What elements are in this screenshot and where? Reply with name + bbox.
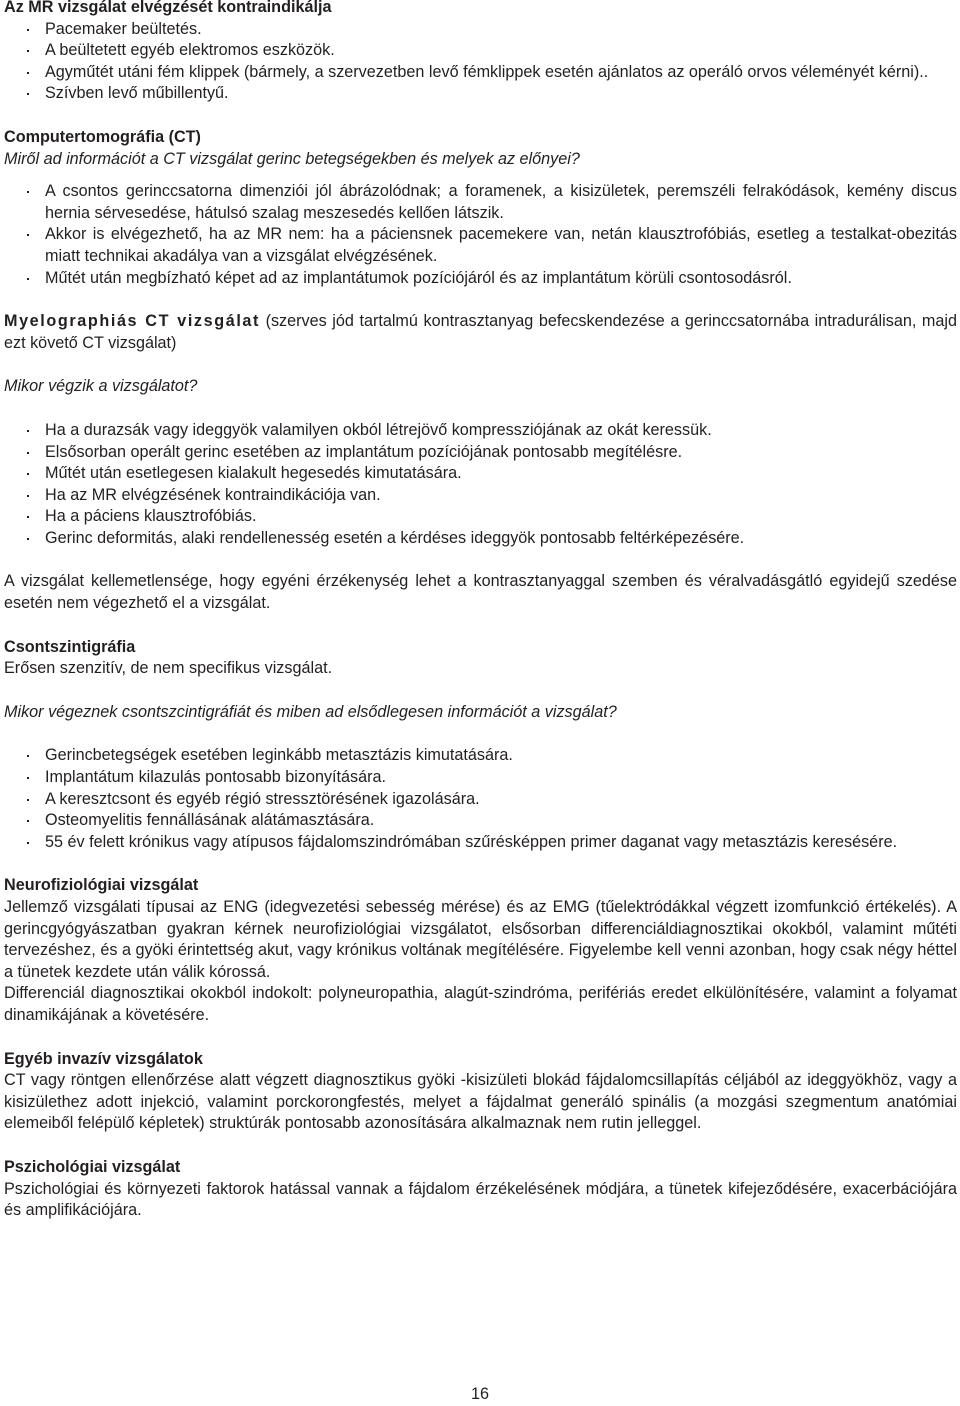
myelography-note: A vizsgálat kellemetlensége, hogy egyéni érzékenység lehet a kontrasztanyaggal szemben és véralvadásgátló egyidejű szedése esetén nem végezhető el a vizsgálat. bbox=[4, 572, 957, 613]
list-item: Ha a páciens klausztrofóbiás. bbox=[4, 506, 957, 528]
page-number: 16 bbox=[470, 1385, 489, 1403]
myelography-section bbox=[4, 311, 957, 615]
neurophysiology-section bbox=[4, 875, 957, 1026]
list-item: Ha az MR elvégzésének kontraindikációja van. bbox=[4, 485, 957, 507]
mr-contraindication-list bbox=[4, 19, 957, 105]
invasive-heading: Egyéb invazív vizsgálatok bbox=[4, 1049, 203, 1068]
list-item: Szívben levő műbillentyű. bbox=[4, 83, 957, 105]
scintigraphy-list bbox=[4, 745, 957, 853]
list-item: A beültetett egyéb elektromos eszközök. bbox=[4, 40, 957, 62]
list-item: Gerincbetegségek esetében leginkább metasztázis kimutatására. bbox=[4, 745, 957, 767]
myelography-term: Myelographiás CT vizsgálat bbox=[4, 312, 261, 331]
ct-heading: Computertomográfia (CT) bbox=[4, 127, 201, 146]
list-item: Implantátum kilazulás pontosabb bizonyítására. bbox=[4, 767, 957, 789]
scintigraphy-section bbox=[4, 637, 957, 854]
mr-contraindication-section bbox=[4, 0, 957, 105]
psychology-text: Pszichológiai és környezeti faktorok hatással vannak a fájdalom érzékelésének módjára, a tünetek kifejeződésére, exacerbációjára és amplifikációjára. bbox=[4, 1179, 957, 1220]
myelography-list bbox=[4, 420, 957, 550]
list-item: Elsősorban operált gerinc esetében az implantátum pozíciójának pontosabb megítélésre. bbox=[4, 442, 957, 464]
invasive-section bbox=[4, 1049, 957, 1135]
neurophysiology-text-2: Differenciál diagnosztikai okokból indokolt: polyneuropathia, alagút-szindróma, perifériás eredet elkülönítésére, valamint a folyamat dinamikájának a követésére. bbox=[4, 984, 957, 1024]
scintigraphy-heading: Csontszintigráfia bbox=[4, 637, 136, 656]
list-item: Pacemaker beültetés. bbox=[4, 19, 957, 41]
mr-contraindication-heading: Az MR vizsgálat elvégzését kontraindikálja bbox=[4, 0, 332, 16]
scintigraphy-text: Erősen szenzitív, de nem specifikus vizsgálat. bbox=[4, 659, 333, 678]
neurophysiology-text-1: Jellemző vizsgálati típusai az ENG (idegvezetési sebesség mérése) és az EMG (tűelektródákkal végzett izomfunkció értékelés). A gerincgyógyászatban gyakran kérnek neurofiziológiai vizsgálatot, elsősorban differenciáldiagnosztikai okokból, valamint műtéti tervezéshez, és a gyöki érintettség akut, vagy krónikus voltának megítélésére. Figyelembe kell venni azonban, hogy csak négy héttel a tünetek kezdete után válik kórossá. bbox=[4, 898, 957, 981]
list-item: 55 év felett krónikus vagy atípusos fájdalomszindrómában szűrésképpen primer daganat vagy metasztázis keresésére. bbox=[4, 832, 957, 854]
ct-list bbox=[4, 181, 957, 289]
list-item: Műtét után megbízható képet ad az implantátumok pozíciójáról és az implantátum körüli csontosodásról. bbox=[4, 268, 957, 290]
ct-question: Miről ad információt a CT vizsgálat gerinc betegségekben és melyek az előnyei? bbox=[4, 149, 580, 168]
neurophysiology-heading: Neurofiziológiai vizsgálat bbox=[4, 876, 199, 895]
ct-section bbox=[4, 127, 957, 289]
myelography-paragraph bbox=[4, 311, 957, 354]
list-item: Akkor is elvégezhető, ha az MR nem: ha a páciensnek pacemekere van, netán klausztrofóbiás, esetleg a testalkat-obezitás miatt technikai akadálya van a vizsgálat elvégzésének. bbox=[4, 224, 957, 267]
list-item: Osteomyelitis fennállásának alátámasztására. bbox=[4, 810, 957, 832]
list-item: Műtét után esetlegesen kialakult hegesedés kimutatására. bbox=[4, 463, 957, 485]
psychology-heading: Pszichológiai vizsgálat bbox=[4, 1157, 181, 1176]
document-page bbox=[4, 0, 957, 1222]
myelography-question: Mikor végzik a vizsgálatot? bbox=[4, 377, 198, 396]
list-item: A keresztcsont és egyéb régió stressztörésének igazolására. bbox=[4, 789, 957, 811]
list-item: Ha a durazsák vagy ideggyök valamilyen okból létrejövő kompressziójának az okát keressük. bbox=[4, 420, 957, 442]
scintigraphy-question: Mikor végeznek csontszcintigráfiát és miben ad elsődlegesen információt a vizsgálat? bbox=[4, 702, 617, 721]
psychology-section bbox=[4, 1157, 957, 1222]
list-item: A csontos gerinccsatorna dimenziói jól ábrázolódnak; a foramenek, a kisizületek, peremszéli felrakódások, kemény discus hernia sérvesedése, hátulsó szalag meszesedés kellően látszik. bbox=[4, 181, 957, 224]
list-item: Agyműtét utáni fém klippek (bármely, a szervezetben levő fémklippek esetén ajánlatos az operáló orvos véleményét kérni).. bbox=[4, 62, 957, 84]
myelography-description: (szerves jód tartalmú kontrasztanyag befecskendezése a gerinccsatornába intradurálisan, majd ezt követő CT vizsgálat) bbox=[4, 312, 957, 352]
invasive-text: CT vagy röntgen ellenőrzése alatt végzett diagnosztikus gyöki -kisizületi blokád fájdalomcsillapítás céljából az ideggyökhöz, vagy a kisizülethez adott injekció, valamint porckorongfestés, melyet a fájdalmat generáló spinális (a mozgási szegmentum anatómiai elemeiből felépülő képletek) struktúrák pontosabb azonosítására alkalmaznak nem rutin jelleggel. bbox=[4, 1071, 957, 1133]
list-item: Gerinc deformitás, alaki rendellenesség esetén a kérdéses ideggyök pontosabb feltérképezésére. bbox=[4, 528, 957, 550]
